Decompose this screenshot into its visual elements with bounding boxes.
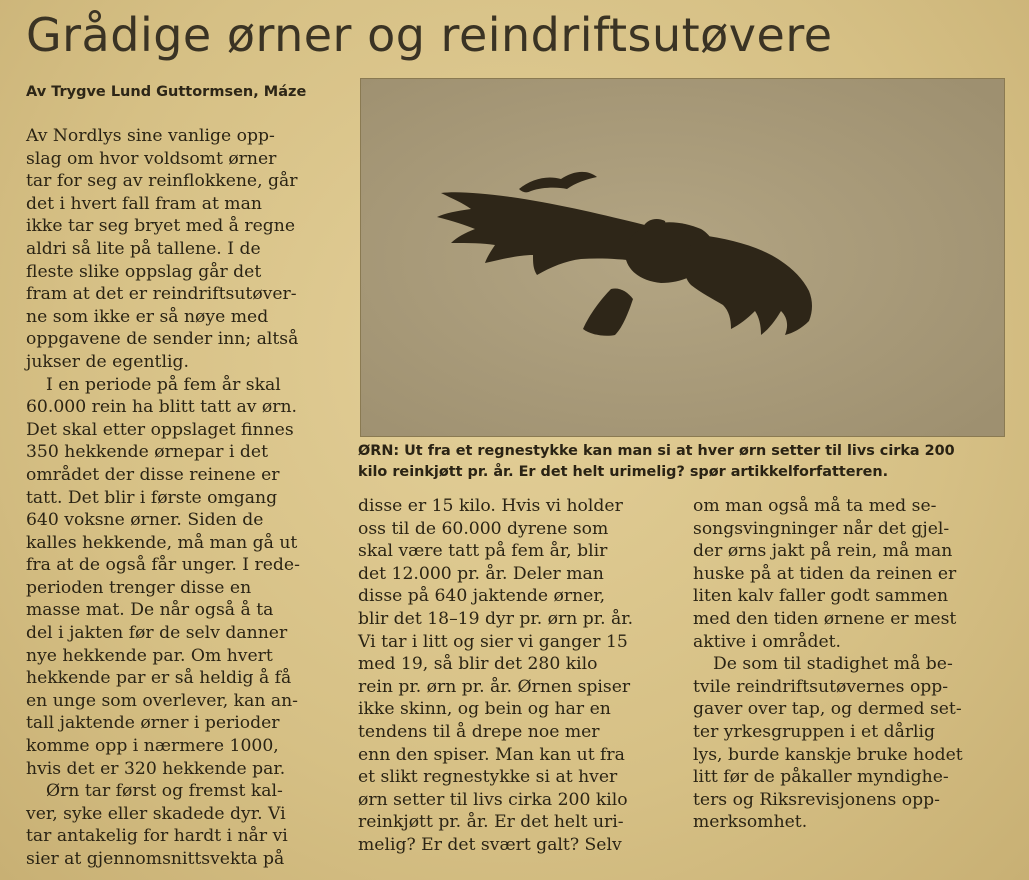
paragraph: disse er 15 kilo. Hvis vi holder oss til de 60.000 dyrene som skal være tatt på fem år, blir det 12.000 pr. år. Deler man disse på 640 jaktende ørner, blir det 18–19 dyr pr. ørn pr. år. Vi tar i litt og sier vi ganger 15 med 19, så blir det 280 kilo rein pr. ørn pr. år. Ørnen spiser ikke skinn, og bein og har en tendens til å drepe noe mer enn den spiser. Man kan ut fra et slikt regnestykke si at hver ørn setter til livs cirka 200 kilo reinkjøtt pr. år. Er det helt uri- melig? Er det svært galt? Selv [358,496,634,855]
article-column-1 [26,125,346,871]
paragraph: Av Nordlys sine vanlige opp- slag om hvor voldsomt ørner tar for seg av reinflokkene, går det i hvert fall fram at man ikke tar seg bryet med å regne aldri så lite på tallene. I de fleste slike oppslag går det fram at det er reindriftsutøver- ne som ikke er så nøye med oppgavene de sender inn; altså jukser de egentlig. [26,126,299,372]
article-column-3 [693,495,1019,834]
paragraph: Ørn tar først og fremst kal- ver, syke eller skadede dyr. Vi tar antakelig for hardt i når vi sier at gjennomsnittsvekta på [26,781,288,869]
headline: Grådige ørner og reindriftsutøvere [26,8,833,62]
paragraph: om man også må ta med se- songsvingninger når det gjel- der ørns jakt på rein, må man huske på at tiden da reinen er liten kalv faller godt sammen med den tiden ørnene er mest aktive i området. [693,496,957,652]
eagle-photo [360,78,1005,437]
paragraph: I en periode på fem år skal 60.000 rein ha blitt tatt av ørn. Det skal etter oppslaget finnes 350 hekkende ørnepar i det området der disse reinene er tatt. Det blir i første omgang 640 voksne ørner. Siden de kalles hekkende, må man gå ut fra at de også får unger. I rede- perioden trenger disse en masse mat. De når også å ta del i jakten før de selv danner nye hekkende par. Om hvert hekkende par er så heldig å få en unge som overlever, kan an- tall jaktende ørner i perioder komme opp i nærmere 1000, hvis det er 320 hekkende par. [26,374,300,779]
byline: Av Trygve Lund Guttormsen, Máze [26,84,307,100]
article-column-2 [358,495,684,857]
eagle-silhouette-icon [361,79,1004,436]
paragraph: De som til stadighet må be- tvile reindriftsutøvernes opp- gaver over tap, og dermed set- ter yrkesgruppen i et dårlig lys, burde kanskje bruke hodet litt før de påkaller myndighe- ters og Riksrevisjonens opp- merksomhet. [693,654,963,833]
photo-caption: ØRN: Ut fra et regnestykke kan man si at hver ørn setter til livs cirka 200 kilo reinkjøtt pr. år. Er det helt urimelig? spør artikkelforfatteren. [358,443,955,480]
